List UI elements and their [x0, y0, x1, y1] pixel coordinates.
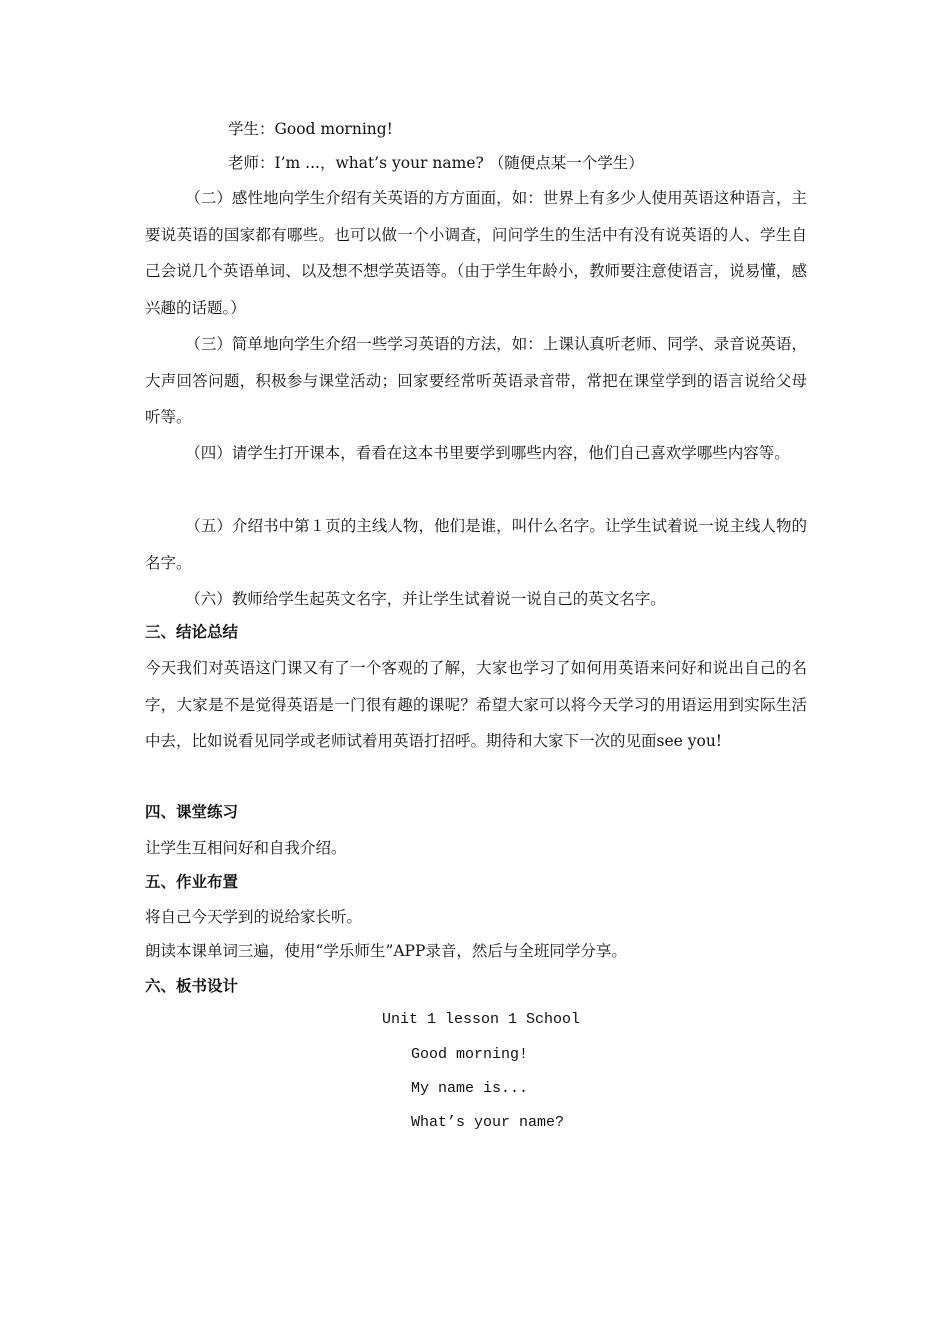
- homework-line-2: 朗读本课单词三遍，使用“学乐师生”APP录音，然后与全班同学分享。: [145, 942, 627, 960]
- step-six-paragraph: （六）教师给学生起英文名字，并让学生试着说一说自己的英文名字。: [185, 590, 666, 608]
- step-two-paragraph: （二）感性地向学生介绍有关英语的方方面面，如：世界上有多少人使用英语这种语言，主要说英语的国家都有哪些。也可以做一个小调查，问问学生的生活中有没有说英语的人、学生自己会说几个英语单词、以及想不想学英语等。（由于学生年龄小，教师要注意使语言，说易懂，感兴趣的话题。）: [145, 189, 807, 317]
- board-line-2: My name is...: [411, 1080, 529, 1097]
- step-three-paragraph: （三）简单地向学生介绍一些学习英语的方法，如：上课认真听老师、同学、录音说英语，大声回答问题，积极参与课堂活动；回家要经常听英语录音带，常把在课堂学到的语言说给父母听等。: [145, 335, 807, 426]
- conclusion-heading: 三、结论总结: [145, 623, 239, 641]
- homework-line-1: 将自己今天学到的说给家长听。: [145, 908, 363, 926]
- conclusion-paragraph: 今天我们对英语这门课又有了一个客观的了解，大家也学习了如何用英语来问好和说出自己的名字，大家是不是觉得英语是一门很有趣的课呢？希望大家可以将今天学习的用语运用到实际生活中去，比如说看见同学或老师试着用英语打招呼。期待和大家下一次的见面see you!: [145, 659, 807, 750]
- step-four-paragraph: （四）请学生打开课本，看看在这本书里要学到哪些内容，他们自己喜欢学哪些内容等。: [185, 444, 790, 462]
- board-title: Unit 1 lesson 1 School: [382, 1011, 581, 1028]
- dialogue-student-line: 学生：Good morning!: [228, 120, 393, 138]
- board-line-1: Good morning!: [411, 1046, 529, 1063]
- board-line-3: What’s your name?: [411, 1114, 565, 1131]
- practice-heading: 四、课堂练习: [145, 803, 239, 821]
- homework-heading: 五、作业布置: [145, 873, 239, 891]
- dialogue-teacher-line: 老师：I’m ...，what’s your name? （随便点某一个学生）: [228, 154, 644, 172]
- board-design-heading: 六、板书设计: [145, 977, 239, 995]
- step-five-paragraph: （五）介绍书中第１页的主线人物，他们是谁，叫什么名字。让学生试着说一说主线人物的名字。: [145, 517, 807, 572]
- practice-body: 让学生互相问好和自我介绍。: [145, 839, 347, 857]
